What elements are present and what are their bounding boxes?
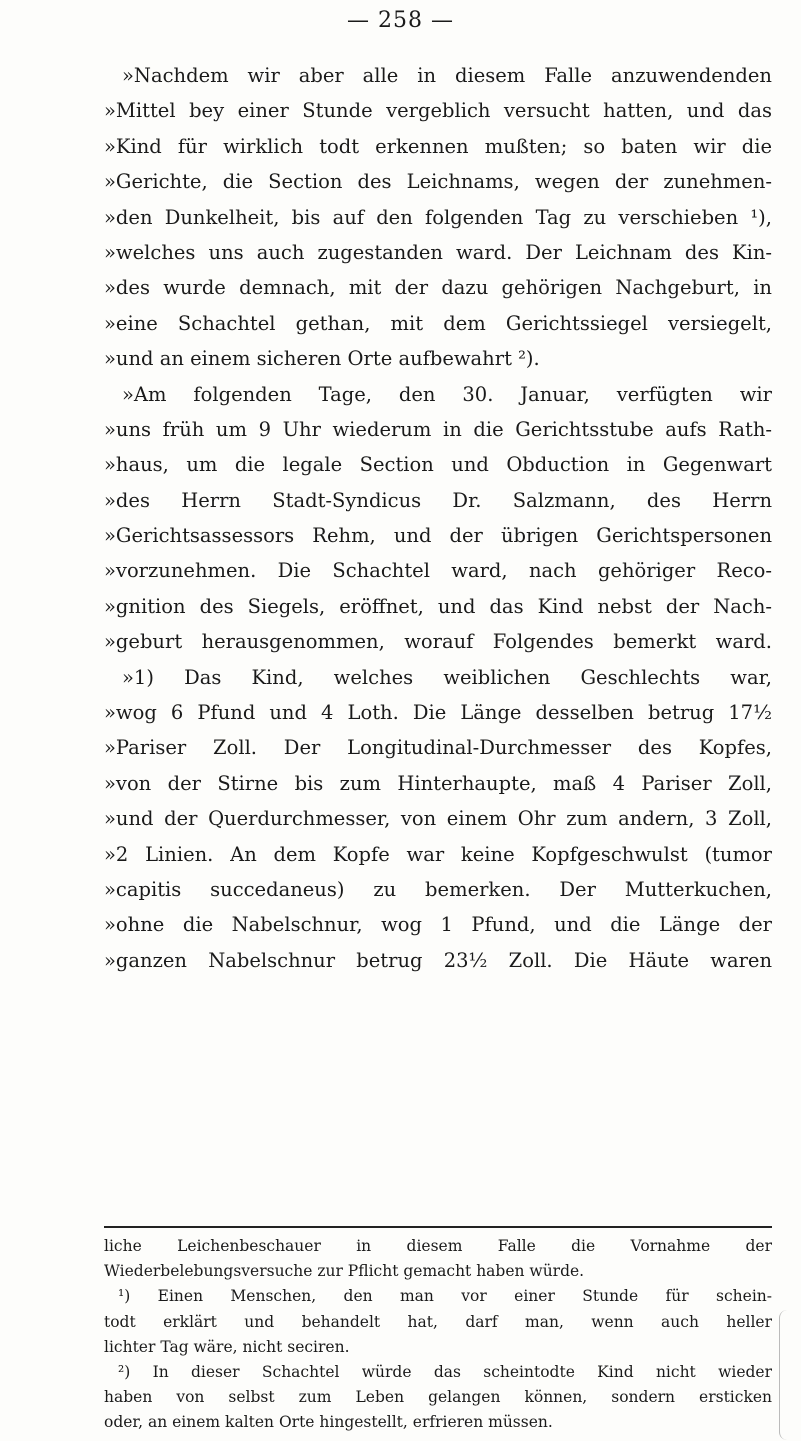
footnote-line: todt erklärt und behandelt hat, darf man, wenn auch heller [104, 1312, 772, 1331]
text-line: »haus, um die legale Section und Obduction in Gegenwart [104, 453, 772, 477]
text-line: »wog 6 Pfund und 4 Loth. Die Länge desselben betrug 17½ [104, 701, 772, 725]
text-line: »uns früh um 9 Uhr wiederum in die Gerichtsstube aufs Rath- [104, 417, 772, 441]
page-number: — 258 — [347, 8, 454, 33]
footnote-line: oder, an einem kalten Orte hingestellt, erfrieren müssen. [104, 1413, 553, 1432]
main-text [104, 58, 772, 978]
text-line: »des Herrn Stadt-Syndicus Dr. Salzmann, des Herrn [104, 488, 772, 512]
text-line: »vorzunehmen. Die Schachtel ward, nach gehöriger Reco- [104, 559, 772, 583]
text-line: »Nachdem wir aber alle in diesem Falle anzuwendenden [122, 64, 772, 87]
text-line: »und an einem sicheren Orte aufbewahrt ²). [104, 347, 540, 371]
text-line: »des wurde demnach, mit der dazu gehörigen Nachgeburt, in [104, 276, 772, 300]
text-line: »ohne die Nabelschnur, wog 1 Pfund, und die Länge der [104, 913, 772, 937]
text-line: »ganzen Nabelschnur betrug 23½ Zoll. Die Häute waren [104, 948, 772, 972]
text-line: »capitis succedaneus) zu bemerken. Der Mutterkuchen, [104, 877, 772, 901]
footnote-line: ¹) Einen Menschen, den man vor einer Stunde für schein- [118, 1287, 772, 1306]
footnote-line: ²) In dieser Schachtel würde das scheintodte Kind nicht wieder [118, 1362, 772, 1381]
page-edge-shadow [779, 1310, 794, 1440]
footnotes [104, 1234, 772, 1436]
footnote-line: liche Leichenbeschauer in diesem Falle die Vornahme der [104, 1237, 772, 1255]
text-line: »Gerichtsassessors Rehm, und der übrigen Gerichtspersonen [104, 524, 772, 548]
footnote-line: haben von selbst zum Leben gelangen können, sondern ersticken [104, 1388, 772, 1407]
text-line: »gnition des Siegels, eröffnet, und das Kind nebst der Nach- [104, 594, 772, 618]
footnote-line: Wiederbelebungsversuche zur Pflicht gemacht haben würde. [104, 1262, 585, 1281]
text-line: »von der Stirne bis zum Hinterhaupte, maß 4 Pariser Zoll, [104, 771, 772, 795]
text-line: »Pariser Zoll. Der Longitudinal-Durchmesser des Kopfes, [104, 736, 772, 760]
text-line: »welches uns auch zugestanden ward. Der Leichnam des Kin- [104, 240, 772, 264]
text-line: »den Dunkelheit, bis auf den folgenden Tag zu verschieben ¹), [104, 205, 772, 229]
text-line: »Mittel bey einer Stunde vergeblich versucht hatten, und das [104, 99, 772, 123]
text-line: »und der Querdurchmesser, von einem Ohr zum andern, 3 Zoll, [104, 807, 772, 831]
text-line: »Kind für wirklich todt erkennen mußten; so baten wir die [104, 134, 772, 158]
footnote-divider [104, 1226, 772, 1228]
text-line: »2 Linien. An dem Kopfe war keine Kopfgeschwulst (tumor [104, 842, 772, 866]
footnote-line: lichter Tag wäre, nicht seciren. [104, 1337, 350, 1356]
text-line: »geburt herausgenommen, worauf Folgendes bemerkt ward. [104, 630, 772, 654]
text-line: »Am folgenden Tage, den 30. Januar, verfügten wir [122, 382, 772, 406]
text-line: »eine Schachtel gethan, mit dem Gerichtssiegel versiegelt, [104, 311, 772, 335]
text-line: »Gerichte, die Section des Leichnams, wegen der zunehmen- [104, 170, 772, 194]
text-line: »1) Das Kind, welches weiblichen Geschlechts war, [122, 665, 772, 689]
